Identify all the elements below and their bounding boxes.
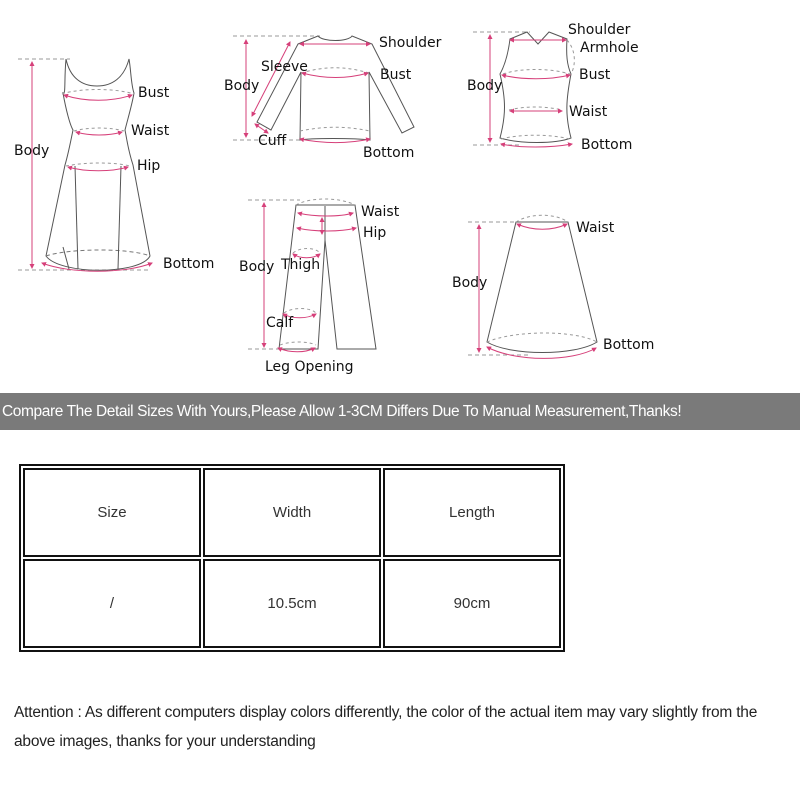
top-shoulder-label: Shoulder	[379, 35, 442, 51]
skirt-bottom-label: Bottom	[603, 337, 655, 353]
cell-width: 10.5cm	[203, 559, 381, 648]
vest-bust-label: Bust	[579, 67, 611, 83]
dress-waist-label: Waist	[131, 123, 170, 139]
size-table	[19, 464, 565, 652]
cell-size: /	[23, 559, 201, 648]
header-cell-width: Width	[203, 468, 381, 557]
dress-bottom-label: Bottom	[163, 256, 215, 272]
dress-hip-label: Hip	[137, 158, 161, 174]
vest-bottom-label: Bottom	[581, 137, 633, 153]
skirt-body-label: Body	[452, 275, 488, 291]
top-body-label: Body	[224, 78, 260, 94]
dress-body-label: Body	[14, 143, 50, 159]
garment-illustrations	[0, 0, 800, 390]
measurement-diagrams	[0, 0, 800, 390]
pants-hip-label: Hip	[363, 225, 387, 241]
banner-text: Compare The Detail Sizes With Yours,Please Allow 1-3CM Differs Due To Manual Measurement,Thanks!	[2, 403, 682, 420]
cell-length: 90cm	[383, 559, 561, 648]
dress-illustration	[18, 59, 152, 271]
pants-body-label: Body	[239, 259, 275, 275]
measurement-notice-banner	[0, 393, 800, 430]
table-header-row	[23, 468, 561, 557]
vest-body-label: Body	[467, 78, 503, 94]
pants-thigh-label: Thigh	[281, 257, 321, 273]
attention-note: Attention : As different computers display colors differently, the color of the actual item may vary slightly from the above images, thanks for your understanding	[14, 704, 758, 750]
header-cell-size: Size	[23, 468, 201, 557]
header-cell-length: Length	[383, 468, 561, 557]
top-bottom-label: Bottom	[363, 145, 415, 161]
pants-leg-opening-label: Leg Opening	[265, 359, 354, 375]
dress-bust-label: Bust	[138, 85, 170, 101]
top-bust-label: Bust	[380, 67, 412, 83]
skirt-waist-label: Waist	[576, 220, 615, 236]
top-cuff-label: Cuff	[258, 133, 287, 149]
pants-waist-label: Waist	[361, 204, 400, 220]
top-sleeve-label: Sleeve	[261, 59, 308, 75]
pants-calf-label: Calf	[266, 315, 294, 331]
table-row	[23, 559, 561, 648]
vest-waist-label: Waist	[569, 104, 608, 120]
skirt-illustration	[468, 215, 597, 358]
top-illustration	[233, 36, 414, 143]
vest-shoulder-label: Shoulder	[568, 22, 631, 38]
vest-armhole-label: Armhole	[580, 40, 639, 56]
